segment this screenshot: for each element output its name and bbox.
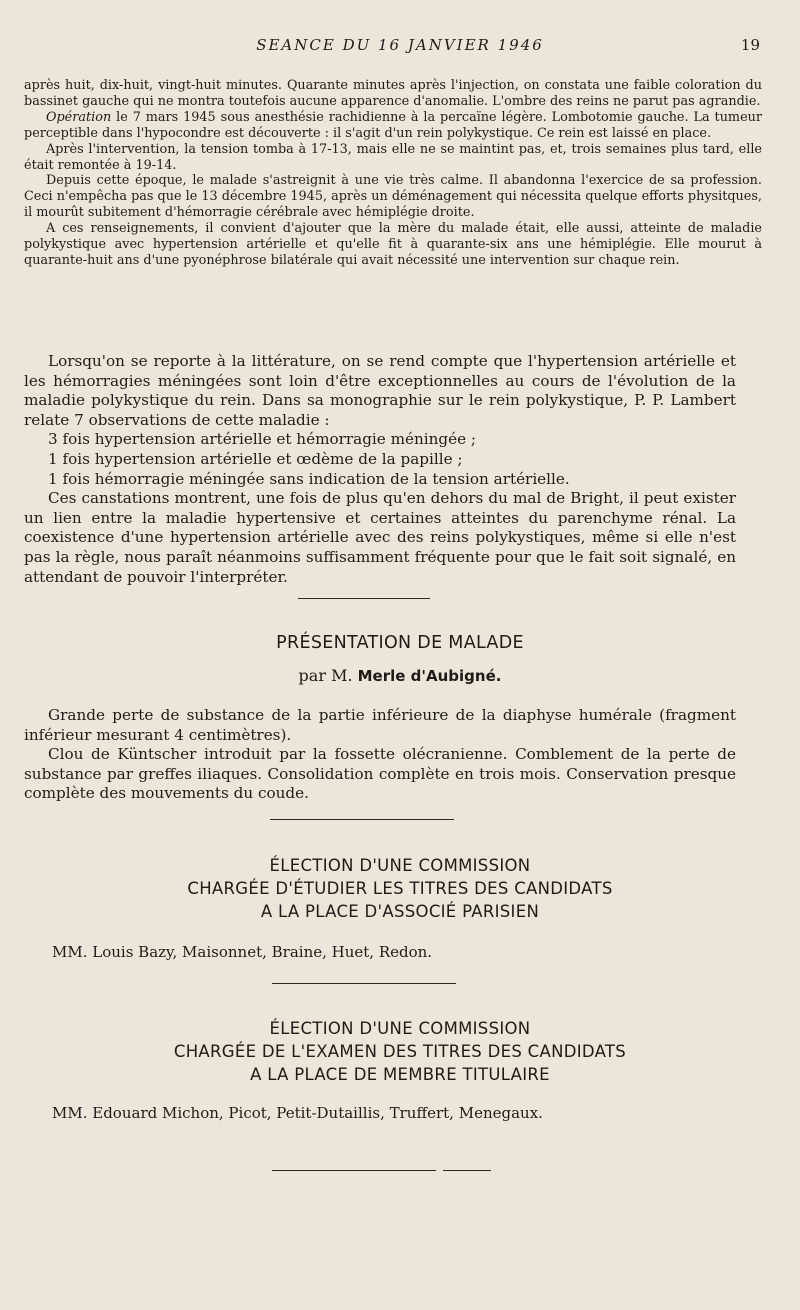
commission-members: MM. Louis Bazy, Maisonnet, Braine, Huet, Redon. (52, 943, 433, 961)
presentation-heading: PRÉSENTATION DE MALADE (276, 633, 524, 653)
election-heading-line: A LA PLACE DE MEMBRE TITULAIRE (250, 1065, 550, 1084)
operation-text: le 7 mars 1945 sous anesthésie rachidienne à la percaïne légère. Lombotomie gauche. La tumeur perceptible dans l'hypocondre est découverte : il s'agit d'un rein polykystique. Ce rein est laissé en place. (24, 109, 762, 141)
election-heading-line: CHARGÉE DE L'EXAMEN DES TITRES DES CANDIDATS (173, 1042, 627, 1061)
section-divider (270, 819, 454, 820)
case-paragraph: Depuis cette époque, le malade s'astreignit à une vie très calme. Il abandonna l'exercice de sa profession. Ceci n'empêcha pas que le 13 décembre 1945, après un déménagement qui nécessita quelque efforts physitques, il mourût subitement d'hémorragie cérébrale avec hémiplégie droite. (24, 173, 762, 221)
operation-label: Opération (46, 109, 112, 125)
section-divider (443, 1170, 491, 1171)
discussion-paragraph: Ces canstations montrent, une fois de plus qu'en dehors du mal de Bright, il peut exister un lien entre la maladie hypertensive et certaines atteintes du parenchyme rénal. La coexistence d'une hypertension artérielle avec des reins polykystiques, même si elle n'est pas la règle, nous paraît néanmoins suffisamment fréquente pour que le fait soit signalé, en attendant de pouvoir l'interpréter. (24, 489, 736, 586)
presentation-paragraph: Grande perte de substance de la partie inférieure de la diaphyse humérale (fragment inférieur mesurant 4 centimètres). (24, 706, 736, 744)
page-number: 19 (740, 36, 760, 54)
discussion-paragraph: Lorsqu'on se reporte à la littérature, on se rend compte que l'hypertension artérielle et les hémorragies méningées sont loin d'être exceptionnelles au cours de l'évolution de la maladie polykystique du rein. Dans sa monographie sur le rein polykystique, P. P. Lambert relate 7 observations de cette maladie : (24, 352, 736, 429)
observation-item: 1 fois hémorragie méningée sans indication de la tension artérielle. (48, 469, 570, 488)
case-paragraph (24, 110, 762, 142)
election-heading-line: CHARGÉE D'ÉTUDIER LES TITRES DES CANDIDATS (187, 879, 613, 898)
section-divider (272, 1170, 436, 1171)
running-title: SEANCE DU 16 JANVIER 1946 (256, 36, 544, 54)
section-divider (298, 598, 430, 599)
running-header (0, 36, 800, 62)
section-divider (272, 983, 456, 984)
discussion-section (24, 352, 736, 587)
presentation-body (24, 706, 736, 804)
byline-prefix: par M. (298, 666, 353, 685)
election-heading-line: ÉLECTION D'UNE COMMISSION (269, 1019, 531, 1038)
case-report-section (24, 78, 762, 269)
commission-members: MM. Edouard Michon, Picot, Petit-Dutaillis, Truffert, Menegaux. (52, 1104, 543, 1122)
observation-item: 3 fois hypertension artérielle et hémorragie méningée ; (48, 430, 477, 449)
presentation-byline (0, 666, 800, 685)
observation-item: 1 fois hypertension artérielle et œdème de la papille ; (48, 449, 463, 468)
presentation-paragraph: Clou de Küntscher introduit par la fossette olécranienne. Comblement de la perte de substance par greffes iliaques. Consolidation complète en trois mois. Conservation presque complète des mouvements du coude. (24, 745, 736, 803)
case-paragraph: A ces renseignements, il convient d'ajouter que la mère du malade était, elle aussi, atteinte de maladie polykystique avec hypertension artérielle et qu'elle fit à quarante-six ans une hémiplégie. Elle mourut à quarante-huit ans d'une pyonéphrose bilatérale qui avait nécessité une intervention sur chaque rein. (24, 221, 762, 268)
author-name: Merle d'Aubigné. (357, 667, 502, 685)
election-heading-line: A LA PLACE D'ASSOCIÉ PARISIEN (260, 902, 540, 921)
case-paragraph: Après l'intervention, la tension tomba à 17-13, mais elle ne se maintint pas, et, trois semaines plus tard, elle était remontée à 19-14. (24, 141, 762, 173)
case-paragraph: après huit, dix-huit, vingt-huit minutes. Quarante minutes après l'injection, on constata une faible coloration du bassinet gauche qui ne montra toutefois aucune apparence d'anomalie. L'ombre des reins ne parut pas agrandie. (24, 78, 762, 109)
election-heading-line: ÉLECTION D'UNE COMMISSION (269, 856, 531, 875)
